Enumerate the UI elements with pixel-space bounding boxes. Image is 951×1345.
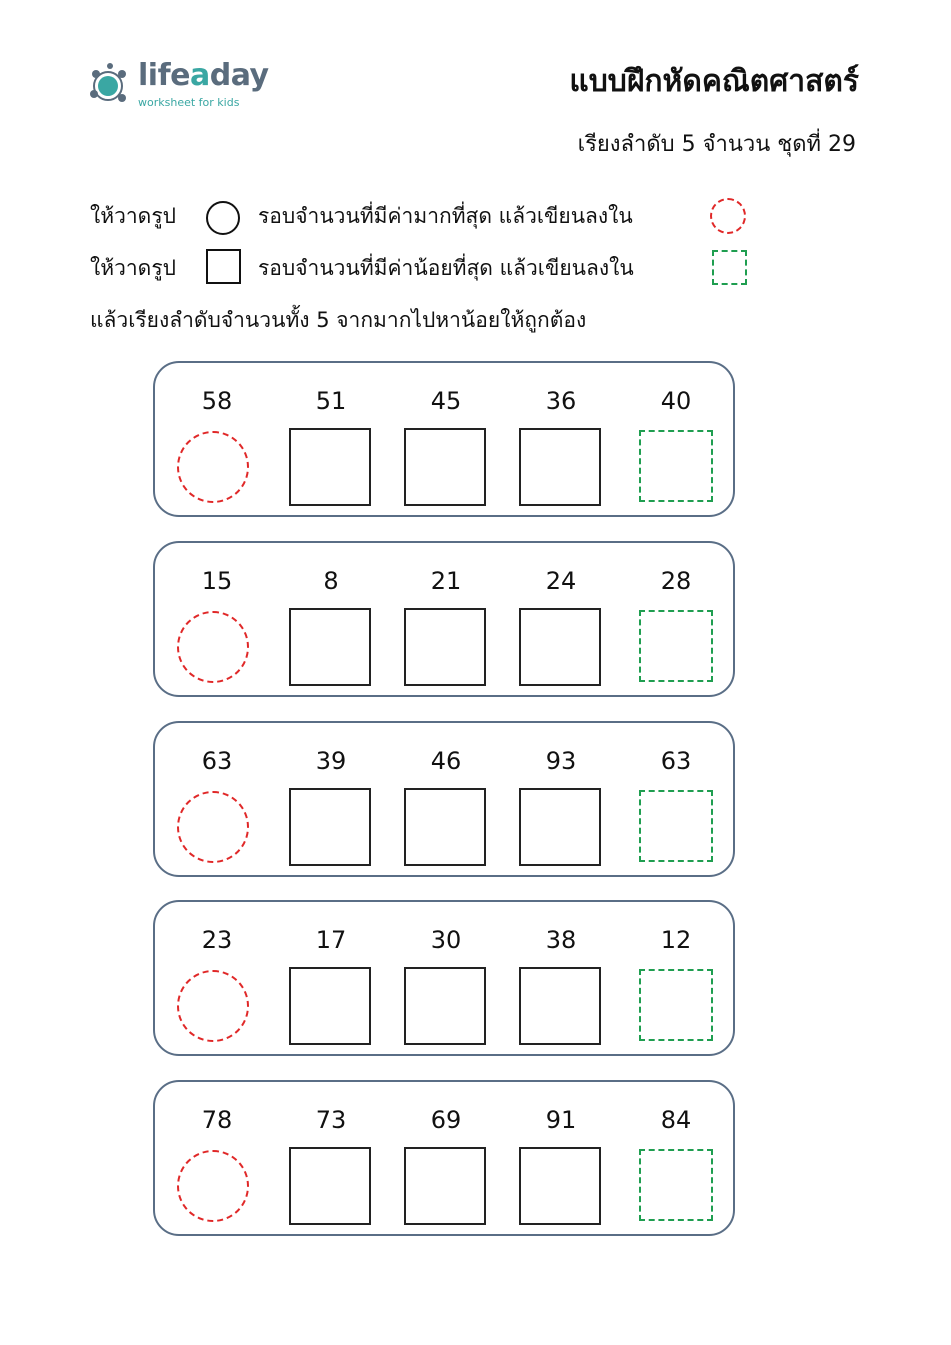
answer-box[interactable] (519, 967, 601, 1045)
problem-panel (153, 721, 735, 877)
number-label: 91 (545, 1106, 577, 1134)
answer-box[interactable] (404, 788, 486, 866)
instruction-line1-text: รอบจำนวนที่มีค่ามากที่สุด แล้วเขียนลงใน (258, 204, 633, 228)
page-subtitle: เรียงลำดับ 5 จำนวน ชุดที่ 29 (577, 132, 856, 157)
instruction-line2-text: รอบจำนวนที่มีค่าน้อยที่สุด แล้วเขียนลงใน (258, 256, 634, 280)
number-label: 38 (545, 926, 577, 954)
number-label: 17 (315, 926, 347, 954)
number-label: 15 (201, 567, 233, 595)
problem-panel (153, 900, 735, 1056)
answer-box[interactable] (404, 1147, 486, 1225)
number-label: 23 (201, 926, 233, 954)
problem-panel (153, 361, 735, 517)
answer-box[interactable] (289, 428, 371, 506)
max-answer-circle[interactable] (177, 431, 249, 503)
number-label: 36 (545, 387, 577, 415)
problem-panel (153, 1080, 735, 1236)
number-label: 58 (201, 387, 233, 415)
instruction-line1-prefix: ให้วาดรูป (90, 204, 176, 228)
answer-box[interactable] (519, 788, 601, 866)
instruction-line2-prefix: ให้วาดรูป (90, 256, 176, 280)
number-label: 63 (201, 747, 233, 775)
min-answer-box[interactable] (639, 610, 713, 682)
number-label: 39 (315, 747, 347, 775)
answer-box[interactable] (404, 608, 486, 686)
number-label: 40 (660, 387, 692, 415)
number-label: 73 (315, 1106, 347, 1134)
number-label: 28 (660, 567, 692, 595)
example-dashed-square-icon (712, 250, 747, 285)
logo-wordmark: lifeaday (138, 58, 269, 93)
answer-box[interactable] (519, 608, 601, 686)
answer-box[interactable] (289, 788, 371, 866)
number-label: 63 (660, 747, 692, 775)
logo-tagline: worksheet for kids (138, 96, 240, 109)
max-answer-circle[interactable] (177, 791, 249, 863)
number-label: 8 (323, 567, 339, 595)
min-answer-box[interactable] (639, 1149, 713, 1221)
problem-panel (153, 541, 735, 697)
number-label: 46 (430, 747, 462, 775)
min-answer-box[interactable] (639, 430, 713, 502)
min-answer-box[interactable] (639, 969, 713, 1041)
number-label: 93 (545, 747, 577, 775)
number-label: 78 (201, 1106, 233, 1134)
max-answer-circle[interactable] (177, 1150, 249, 1222)
number-label: 84 (660, 1106, 692, 1134)
answer-box[interactable] (519, 1147, 601, 1225)
number-label: 69 (430, 1106, 462, 1134)
example-dashed-circle-icon (710, 198, 746, 234)
example-circle-icon (206, 201, 240, 235)
answer-box[interactable] (289, 608, 371, 686)
logo (88, 58, 278, 118)
number-label: 21 (430, 567, 462, 595)
answer-box[interactable] (519, 428, 601, 506)
number-label: 45 (430, 387, 462, 415)
answer-box[interactable] (289, 967, 371, 1045)
logo-mark-icon (88, 62, 136, 110)
page-title: แบบฝึกหัดคณิตศาสตร์ (569, 64, 859, 99)
number-label: 51 (315, 387, 347, 415)
answer-box[interactable] (289, 1147, 371, 1225)
max-answer-circle[interactable] (177, 611, 249, 683)
number-label: 12 (660, 926, 692, 954)
number-label: 30 (430, 926, 462, 954)
max-answer-circle[interactable] (177, 970, 249, 1042)
answer-box[interactable] (404, 428, 486, 506)
min-answer-box[interactable] (639, 790, 713, 862)
instruction-line3: แล้วเรียงลำดับจำนวนทั้ง 5 จากมากไปหาน้อยให้ถูกต้อง (90, 308, 587, 332)
answer-box[interactable] (404, 967, 486, 1045)
example-square-icon (206, 249, 241, 284)
number-label: 24 (545, 567, 577, 595)
